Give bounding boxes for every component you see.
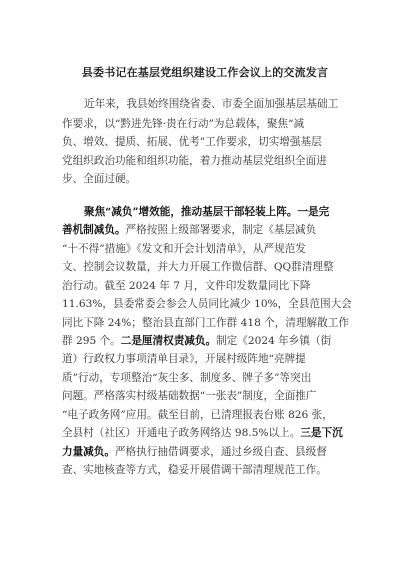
- body-line: [62, 224, 316, 237]
- body-line: [62, 317, 349, 330]
- text-run: 近年来，我县始终围绕省委、市委全面加强基层基础工: [84, 98, 339, 110]
- bold-text-run: 善机制减负。: [62, 224, 126, 236]
- bold-text-run: 聚焦“减负”增效能，推动基层干部轻装上阵。一是完: [84, 206, 330, 218]
- text-run: 严格执行抽借调要求，通过乡级自查、县级督: [114, 446, 327, 458]
- body-line: [62, 409, 333, 422]
- text-run: 制定《2024 年乡镇（街: [216, 335, 332, 347]
- text-run: 道）行政权力事项清单目录》，开展村级阵地“亮牌提: [62, 353, 306, 365]
- text-run: 查、实地核查等方式，稳妥开展借调干部清理规范工作。: [62, 464, 327, 476]
- text-run: 文、控制会议数量，并大力开展工作微信群、QQ群清理整: [62, 261, 334, 273]
- bold-text-run: 三是下沉: [300, 427, 343, 439]
- text-run: 群 295 个。: [62, 335, 121, 347]
- body-line: [62, 173, 136, 186]
- body-line: [62, 298, 352, 311]
- body-line: [84, 98, 338, 111]
- body-line: [62, 118, 304, 131]
- text-run: 治行动。截至 2024 年 7 月，文件印发数量同比下降: [62, 280, 311, 292]
- text-run: 问题。严格落实村级基础数据“一张表”制度，全面推广: [62, 390, 317, 402]
- text-run: “十不得”措施》《发文和开会计划清单》，从严规范发: [62, 243, 306, 255]
- body-line: [62, 261, 334, 274]
- body-line: [62, 390, 317, 403]
- text-run: “电子政务网”应用。截至目前，已清理报表台账 826 张，: [62, 409, 333, 421]
- body-line: [62, 280, 310, 293]
- body-line: [62, 427, 343, 440]
- text-run: 同比下降 24%；整治县直部门工作群 418 个，清理解散工作: [62, 317, 349, 329]
- body-line: [62, 353, 306, 366]
- body-line: [62, 136, 322, 149]
- text-run: 严格按照上级部署要求，制定《基层减负: [125, 224, 317, 236]
- text-run: 负、增效、提质、拓展、优考”工作要求，切实增强基层: [62, 136, 322, 148]
- text-run: 党组织政治功能和组织功能，着力推动基层党组织全面进: [62, 155, 327, 167]
- body-line: [62, 243, 306, 256]
- body-line: [62, 155, 327, 168]
- text-run: 质”行动，专项整治“灰尘多、制度多、牌子多”等突出: [62, 372, 312, 384]
- bold-text-run: 二是厘清权责减负。: [120, 335, 217, 347]
- text-run: 作要求，以“黔进先锋·贵在行动”为总载体，聚焦“减: [62, 118, 305, 130]
- body-line: [62, 446, 327, 459]
- document-title: 县委书记在基层党组织建设工作会议上的交流发言: [81, 66, 329, 79]
- body-line: [62, 335, 331, 348]
- bold-text-run: 力量减负。: [62, 446, 115, 458]
- text-run: 步、全面过硬。: [62, 173, 137, 185]
- text-run: 全县村（社区）开通电子政务网络达 98.5%以上。: [62, 427, 301, 439]
- body-line: [84, 206, 329, 219]
- body-line: [62, 372, 311, 385]
- body-line: [62, 464, 327, 477]
- text-run: 11.63%，县委常委会参会人员同比减少 10%，全县范围大会: [62, 298, 352, 310]
